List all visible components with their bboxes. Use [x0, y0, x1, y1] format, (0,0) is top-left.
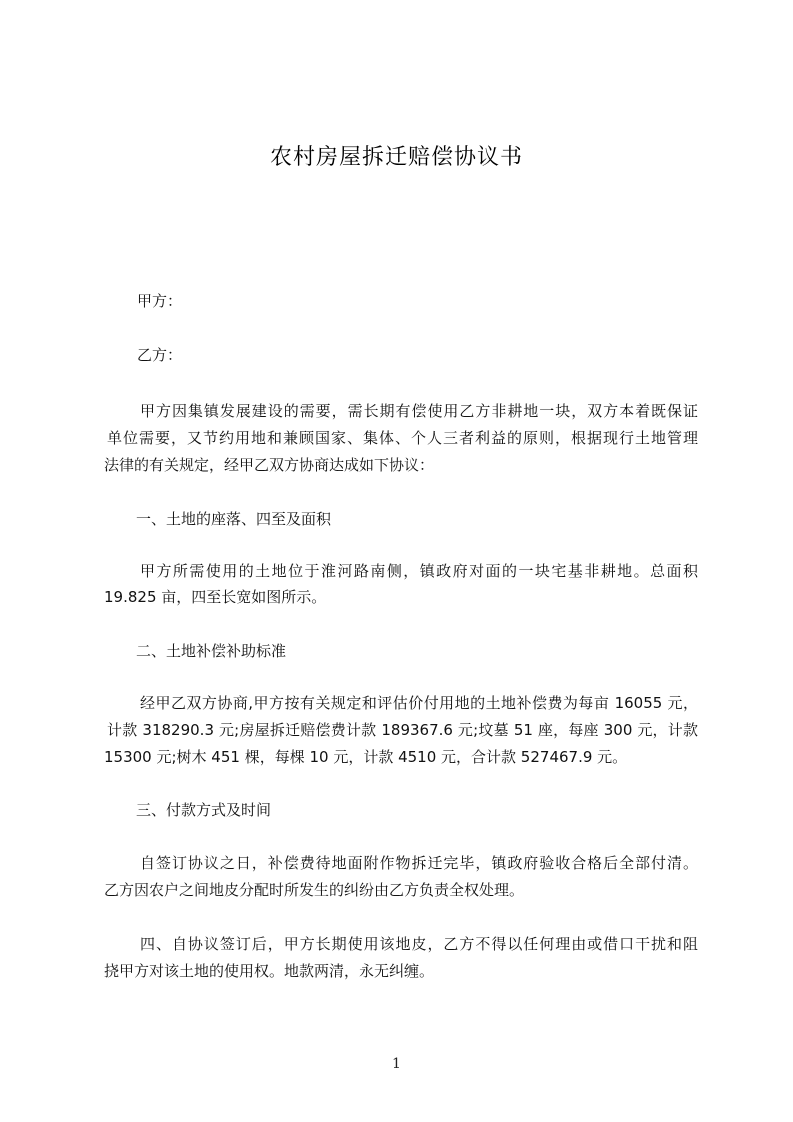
- document-title: 农村房屋拆迁赔偿协议书: [269, 145, 523, 170]
- paragraph-line: 法律的有关规定，经甲乙双方协商达成如下协议：: [104, 456, 435, 474]
- party-a-label: 甲方：: [137, 292, 183, 310]
- section-heading: 三、付款方式及时间: [136, 801, 272, 819]
- paragraph-line: 挠甲方对该土地的使用权。地款两清，永无纠缠。: [104, 962, 435, 980]
- paragraph-line: 乙方因农户之间地皮分配时所发生的纠纷由乙方负责全权处理。: [104, 881, 525, 899]
- paragraph-line: 甲方所需使用的土地位于淮河路南侧，镇政府对面的一块宅基非耕地。总面积: [140, 562, 698, 580]
- paragraph-line: 经甲乙双方协商,甲方按有关规定和评估价付用地的土地补偿费为每亩 16055 元，: [140, 694, 698, 712]
- section-heading: 一、土地的座落、四至及面积: [136, 510, 332, 528]
- paragraph-line: 四、自协议签订后，甲方长期使用该地皮，乙方不得以任何理由或借口干扰和阻: [140, 935, 698, 953]
- party-b-label: 乙方：: [137, 346, 183, 364]
- paragraph-line: 19.825 亩，四至长宽如图所示。: [104, 588, 327, 606]
- paragraph-line: 15300 元;树木 451 棵，每棵 10 元，计款 4510 元，合计款 527467.9 元。: [104, 748, 628, 766]
- paragraph-line: 自签订协议之日，补偿费待地面附作物拆迁完毕，镇政府验收合格后全部付清。: [140, 854, 698, 872]
- paragraph-line: 单位需要，又节约用地和兼顾国家、集体、个人三者利益的原则，根据现行土地管理: [107, 429, 698, 447]
- page-number: 1: [392, 1056, 401, 1072]
- paragraph-line: 计款 318290.3 元;房屋拆迁赔偿费计款 189367.6 元;坟墓 51 座，每座 300 元，计款: [107, 721, 698, 739]
- section-heading: 二、土地补偿补助标准: [136, 642, 287, 660]
- paragraph-line: 甲方因集镇发展建设的需要，需长期有偿使用乙方非耕地一块，双方本着既保证: [140, 402, 698, 420]
